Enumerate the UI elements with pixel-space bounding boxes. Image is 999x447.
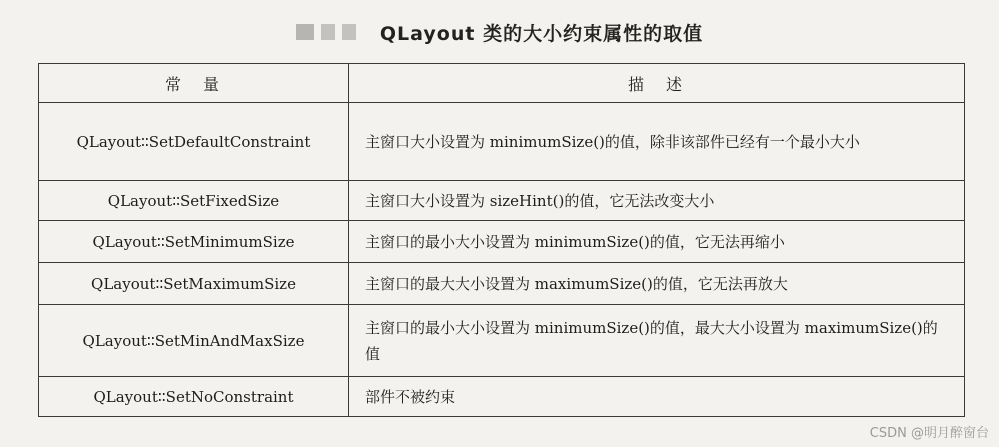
constant-cell: QLayout∶∶SetFixedSize xyxy=(39,181,349,221)
table-header-row xyxy=(39,64,965,103)
constant-cell: QLayout∶∶SetMinAndMaxSize xyxy=(39,305,349,377)
description-cell: 主窗口的最小大小设置为 minimumSize()的值，它无法再缩小 xyxy=(349,221,965,263)
description-cell: 主窗口的最小大小设置为 minimumSize()的值，最大大小设置为 maximumSize()的值 xyxy=(349,305,965,377)
table-row xyxy=(39,103,965,181)
description-cell: 主窗口大小设置为 sizeHint()的值，它无法改变大小 xyxy=(349,181,965,221)
table-row xyxy=(39,305,965,377)
marker-block xyxy=(296,24,314,40)
table-row xyxy=(39,263,965,305)
table-caption xyxy=(0,14,999,50)
description-cell: 部件不被约束 xyxy=(349,377,965,417)
constant-cell: QLayout∶∶SetMinimumSize xyxy=(39,221,349,263)
marker-block xyxy=(342,24,356,40)
constant-cell: QLayout∶∶SetMaximumSize xyxy=(39,263,349,305)
table-row xyxy=(39,181,965,221)
table-row xyxy=(39,221,965,263)
caption-number-marker xyxy=(296,24,356,40)
marker-block xyxy=(321,24,335,40)
description-cell: 主窗口的最大大小设置为 maximumSize()的值，它无法再放大 xyxy=(349,263,965,305)
constant-cell: QLayout∶∶SetDefaultConstraint xyxy=(39,103,349,181)
header-constant: 常 量 xyxy=(39,64,349,103)
header-description: 描 述 xyxy=(349,64,965,103)
csdn-watermark: CSDN @明月醉窗台 xyxy=(869,426,989,441)
table-row xyxy=(39,377,965,417)
constraint-table xyxy=(38,63,965,417)
table-title: QLayout 类的大小约束属性的取值 xyxy=(379,22,704,45)
constant-cell: QLayout∶∶SetNoConstraint xyxy=(39,377,349,417)
description-cell: 主窗口大小设置为 minimumSize()的值，除非该部件已经有一个最小大小 xyxy=(349,103,965,181)
